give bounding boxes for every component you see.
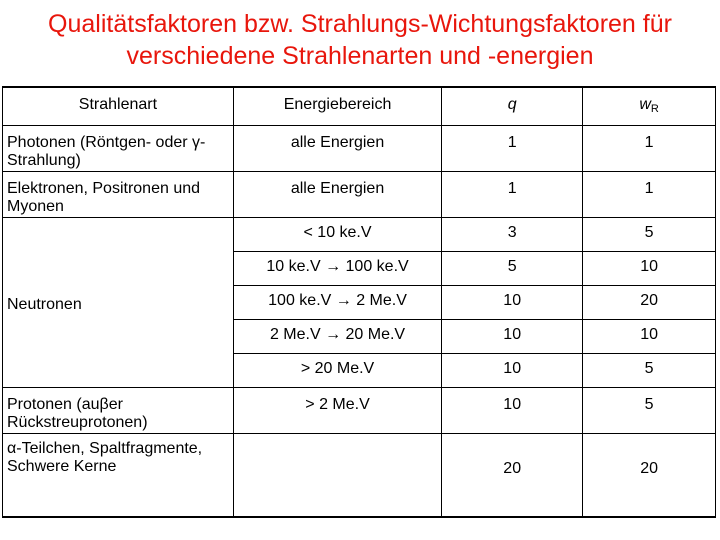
- cell-strahlenart: Photonen (Röntgen- oder γ-Strahlung): [3, 125, 234, 171]
- header-w-subscript: R: [650, 103, 659, 115]
- cell-wr: 1: [583, 171, 716, 217]
- table-row: [3, 217, 716, 251]
- header-w: w: [639, 96, 651, 113]
- cell-q: 1: [442, 171, 583, 217]
- cell-energie: alle Energien: [233, 171, 441, 217]
- cell-strahlenart: Elektronen, Positronen und Myonen: [3, 171, 234, 217]
- cell-q: 5: [442, 251, 583, 285]
- cell-energie: 2 Me.V → 20 Me.V: [233, 319, 441, 353]
- cell-wr: 20: [583, 433, 716, 517]
- cell-strahlenart: α-Teilchen, Spaltfragmente, Schwere Kerne: [3, 433, 234, 517]
- cell-q: 10: [442, 353, 583, 387]
- cell-q: 20: [442, 433, 583, 517]
- cell-energie: < 10 ke.V: [233, 217, 441, 251]
- cell-wr: 1: [583, 125, 716, 171]
- cell-energie: [233, 433, 441, 517]
- cell-q: 3: [442, 217, 583, 251]
- cell-wr: 5: [583, 353, 716, 387]
- title-line-2: verschiedene Strahlenarten und -energien: [126, 42, 594, 70]
- table-row: [3, 433, 716, 517]
- header-row: [3, 87, 716, 125]
- cell-wr: 10: [583, 251, 716, 285]
- cell-energie: > 20 Me.V: [233, 353, 441, 387]
- cell-q: 10: [442, 285, 583, 319]
- cell-q: 1: [442, 125, 583, 171]
- weighting-factors-table: [2, 86, 716, 518]
- cell-energie: > 2 Me.V: [233, 387, 441, 433]
- cell-neutronen: Neutronen: [3, 217, 234, 387]
- table-row: [3, 171, 716, 217]
- cell-strahlenart: Protonen (auβer Rückstreuprotonen): [3, 387, 234, 433]
- header-strahlenart: Strahlenart: [3, 87, 234, 125]
- header-q: q: [442, 87, 583, 125]
- cell-wr: 10: [583, 319, 716, 353]
- table-row: [3, 125, 716, 171]
- cell-wr: 5: [583, 387, 716, 433]
- title-line-1: Qualitätsfaktoren bzw. Strahlungs-Wichtungsfaktoren für: [48, 10, 672, 38]
- cell-q: 10: [442, 319, 583, 353]
- cell-wr: 20: [583, 285, 716, 319]
- cell-energie: 100 ke.V → 2 Me.V: [233, 285, 441, 319]
- table-row: [3, 387, 716, 433]
- header-wr: [583, 87, 716, 125]
- header-energiebereich: Energiebereich: [233, 87, 441, 125]
- slide-title: [0, 8, 720, 72]
- cell-q: 10: [442, 387, 583, 433]
- cell-energie: 10 ke.V → 100 ke.V: [233, 251, 441, 285]
- cell-wr: 5: [583, 217, 716, 251]
- cell-energie: alle Energien: [233, 125, 441, 171]
